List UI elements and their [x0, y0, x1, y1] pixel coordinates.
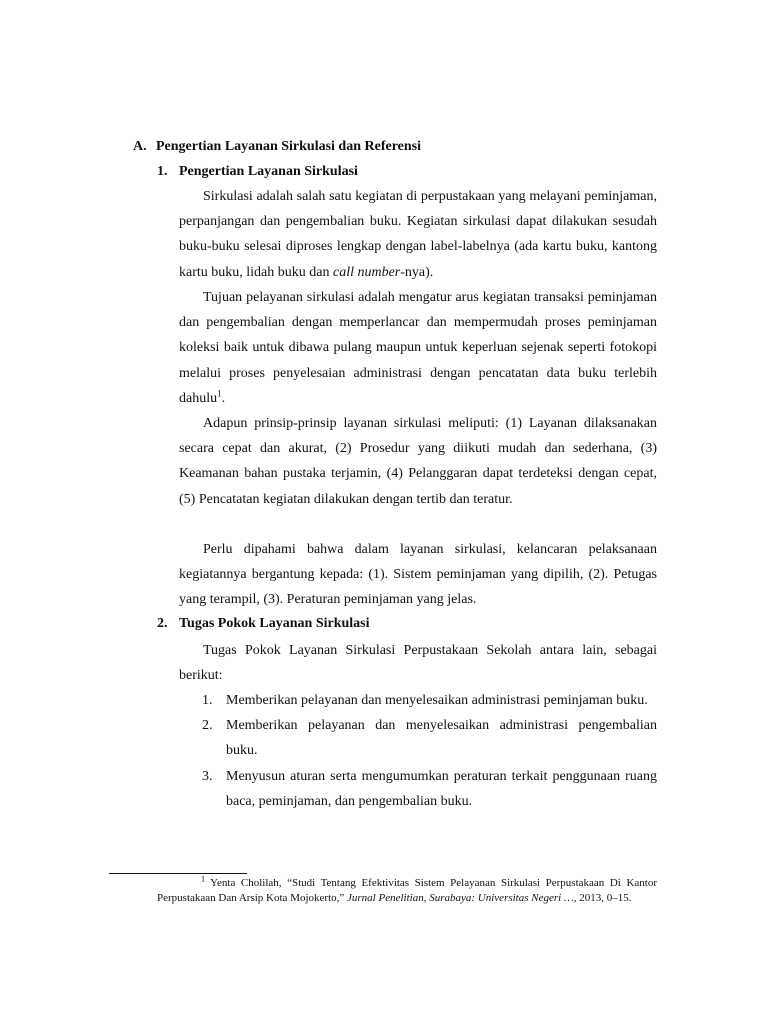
footnote	[157, 876, 657, 905]
subsection-marker: 2.	[157, 616, 168, 631]
section-heading	[133, 137, 421, 157]
section-title: Pengertian Layanan Sirkulasi dan Referensi	[156, 139, 421, 154]
list-item	[202, 688, 657, 713]
paragraph-kelancaran: Perlu dipahami bahwa dalam layanan sirkulasi, kelancaran pelaksanaan kegiatannya bergantung kepada: (1). Sistem peminjaman yang dipilih, (2). Petugas yang terampil, (3). Peraturan peminjaman yang jelas.	[179, 542, 657, 608]
footnote-journal: Jurnal Penelitian, Surabaya: Universitas Negeri …	[347, 891, 574, 904]
footnote-reference[interactable]: 1	[217, 388, 222, 399]
subsection-title: Pengertian Layanan Sirkulasi	[179, 164, 358, 179]
list-marker: 1.	[202, 693, 213, 708]
subsection-heading-2	[157, 614, 370, 634]
paragraph-text: .	[221, 390, 226, 406]
subsection-marker: 1.	[157, 164, 168, 179]
paragraph-tujuan	[179, 285, 657, 411]
footnote-tail: , 2013, 0–15.	[573, 891, 632, 904]
paragraph-tugas-intro: Tugas Pokok Layanan Sirkulasi Perpustakaan Sekolah antara lain, sebagai berikut:	[179, 643, 657, 684]
paragraph-text: Tujuan pelayanan sirkulasi adalah mengatur arus kegiatan transaksi peminjaman dan pengembalian dengan memperlancar dan mempermudah proses peminjaman koleksi baik untuk dibawa pulang maupun untuk keperluan sejenak seperti fotokopi melalui proses penyelesaian administrasi dengan pencatatan data buku terlebih dahulu	[179, 290, 657, 406]
list-marker: 3.	[202, 768, 213, 784]
paragraph-prinsip: Adapun prinsip-prinsip layanan sirkulasi meliputi: (1) Layanan dilaksanakan secara cepat dan akurat, (2) Prosedur yang diikuti mudah dan sederhana, (3) Keamanan bahan pustaka terjamin, (4) Pelanggaran dapat terdeteksi dengan cepat, (5) Pencatatan kegiatan dilakukan dengan tertib dan teratur.	[179, 416, 657, 507]
footnote-number: 1	[201, 874, 205, 884]
call-number-term: call number	[332, 264, 401, 280]
subsection-title: Tugas Pokok Layanan Sirkulasi	[179, 616, 370, 631]
section-marker: A.	[133, 139, 147, 154]
list-marker: 2.	[202, 718, 213, 734]
paragraph-text: -nya).	[400, 264, 434, 280]
list-item-text: Menyusun aturan serta mengumumkan peraturan terkait penggunaan ruang baca, peminjaman, dan pengembalian buku.	[226, 768, 657, 809]
paragraph-text: Sirkulasi adalah salah satu kegiatan di perpustakaan yang melayani peminjaman, perpanjangan dan pengembalian buku. Kegiatan sirkulasi dapat dilakukan sesudah buku-buku selesai diproses lengkap dengan label-labelnya (ada kartu buku, kantong kartu buku, lidah buku dan	[179, 189, 657, 280]
list-item	[202, 764, 657, 814]
subsection-heading-1	[157, 162, 358, 182]
footnote-separator	[109, 873, 247, 874]
list-item-text: Memberikan pelayanan dan menyelesaikan administrasi peminjaman buku.	[226, 693, 648, 708]
tugas-list	[202, 688, 657, 814]
list-item-text: Memberikan pelayanan dan menyelesaikan administrasi pengembalian buku.	[226, 718, 657, 759]
footnote-text: Yenta Cholilah, “Studi Tentang Efektivitas Sistem Pelayanan Sirkulasi Perpustakaan Di Kantor Perpustakaan Dan Arsip Kota Mojokerto,”	[157, 877, 657, 904]
paragraph-sirkulasi-definition	[179, 184, 657, 285]
list-item	[202, 713, 657, 763]
